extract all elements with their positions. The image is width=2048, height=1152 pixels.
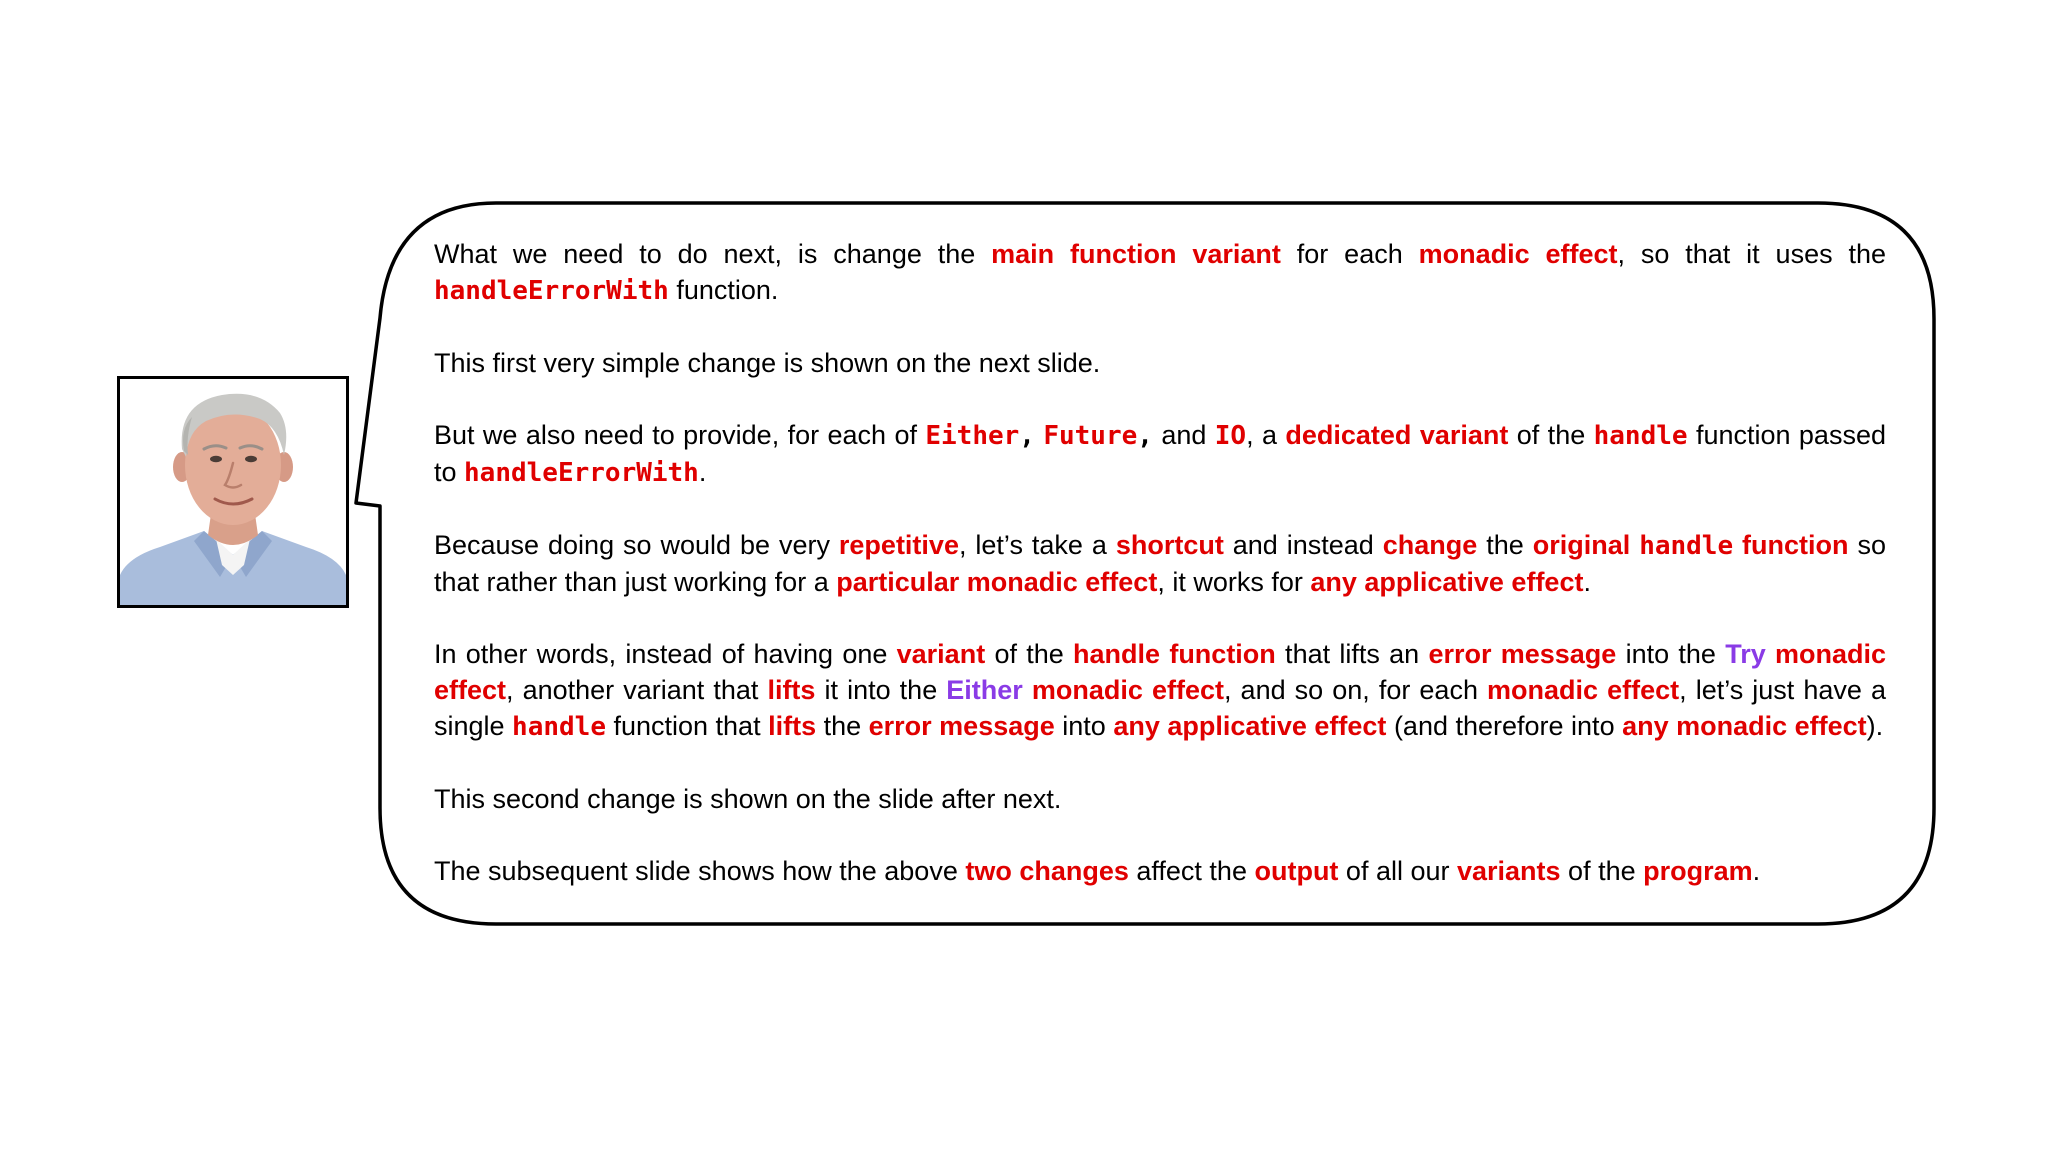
text-run: that lifts an [1275, 639, 1429, 669]
highlighted-term: , [1019, 421, 1035, 451]
text-run: . [1752, 856, 1761, 886]
text-run: This first very simple change is shown on the next slide. [434, 348, 1101, 378]
text-run: This second change is shown on the slide after next. [434, 784, 1062, 814]
highlighted-term: monadic effect [1418, 239, 1618, 269]
text-run: (and therefore into [1386, 711, 1623, 741]
paragraph-2 [434, 345, 1886, 381]
highlighted-term: two changes [965, 856, 1129, 886]
highlighted-term: handle [1639, 531, 1734, 561]
highlighted-term: Either [925, 421, 1020, 451]
text-run: and instead [1223, 530, 1383, 560]
text-run: of all our [1338, 856, 1457, 886]
highlighted-term: dedicated variant [1285, 420, 1509, 450]
text-run: , another variant that [506, 675, 768, 705]
highlighted-term: handleErrorWith [464, 458, 699, 488]
text-run: so that rather than just working for a [434, 530, 1886, 597]
text-run: ). [1866, 711, 1884, 741]
highlighted-term: , [1137, 421, 1153, 451]
text-run: , it works for [1157, 567, 1311, 597]
text-run: and [1152, 420, 1215, 450]
highlighted-term: variant [896, 639, 986, 669]
highlighted-term: main function variant [991, 239, 1281, 269]
highlighted-term: any applicative effect [1310, 567, 1584, 597]
text-run: . [1583, 567, 1591, 597]
text-run: Because doing so would be very [434, 530, 839, 560]
presenter-photo-icon [120, 379, 346, 605]
highlighted-term: any monadic effect [1622, 711, 1867, 741]
text-run: for each [1280, 239, 1419, 269]
paragraph-5 [434, 636, 1886, 745]
highlighted-term: handle [512, 712, 606, 742]
highlighted-term: Either [946, 675, 1023, 705]
paragraph-6 [434, 781, 1886, 817]
highlighted-term: error message [1428, 639, 1617, 669]
highlighted-term: change [1382, 530, 1478, 560]
text-run: the [1477, 530, 1533, 560]
paragraph-3 [434, 417, 1886, 491]
text-run: But we also need to provide, for each of [434, 420, 926, 450]
presenter-avatar [117, 376, 349, 608]
text-run: . [698, 457, 707, 487]
text-run: it into the [815, 675, 947, 705]
text-run: the [816, 711, 869, 741]
highlighted-term: repetitive [838, 530, 959, 560]
text-run: In other words, instead of having one [434, 639, 897, 669]
text-run: The subsequent slide shows how the above [434, 856, 966, 886]
highlighted-term: monadic effect [1487, 675, 1680, 705]
highlighted-term: output [1254, 856, 1339, 886]
text-run: of the [985, 639, 1074, 669]
highlighted-term: particular monadic effect [836, 567, 1158, 597]
paragraph-7 [434, 853, 1886, 889]
highlighted-term: IO [1214, 421, 1247, 451]
text-run: affect the [1128, 856, 1255, 886]
highlighted-term: handle function [1073, 639, 1276, 669]
highlighted-term: function [1733, 530, 1849, 560]
highlighted-term: shortcut [1115, 530, 1224, 560]
text-run: , and so on, for each [1223, 675, 1488, 705]
text-run: function passed to [434, 420, 1886, 487]
highlighted-term: program [1643, 856, 1753, 886]
highlighted-term: any applicative effect [1113, 711, 1387, 741]
highlighted-term: monadic effect [434, 639, 1887, 705]
highlighted-term: Try [1725, 639, 1766, 669]
text-run: , let’s take a [958, 530, 1116, 560]
text-run: into [1054, 711, 1114, 741]
highlighted-term: original [1532, 530, 1640, 560]
text-run: function that [605, 711, 769, 741]
text-run: , let’s just have a single [434, 675, 1887, 741]
text-run: , a [1246, 420, 1286, 450]
text-run: function. [668, 275, 779, 305]
highlighted-term: handleErrorWith [434, 276, 669, 306]
speech-bubble-text [434, 236, 1886, 889]
highlighted-term: handle [1593, 421, 1688, 451]
paragraph-1 [434, 236, 1886, 309]
paragraph-4 [434, 527, 1886, 600]
highlighted-term: error message [868, 711, 1055, 741]
highlighted-term: lifts [767, 675, 816, 705]
highlighted-term: monadic effect [1022, 675, 1224, 705]
text-run: of the [1508, 420, 1594, 450]
text-run: into the [1616, 639, 1726, 669]
highlighted-term: lifts [768, 711, 817, 741]
text-run: What we need to do next, is change the [434, 239, 992, 269]
text-run: , so that it uses the [1617, 239, 1886, 269]
highlighted-term: Future [1043, 421, 1138, 451]
highlighted-term: variants [1456, 856, 1561, 886]
text-run: of the [1560, 856, 1644, 886]
